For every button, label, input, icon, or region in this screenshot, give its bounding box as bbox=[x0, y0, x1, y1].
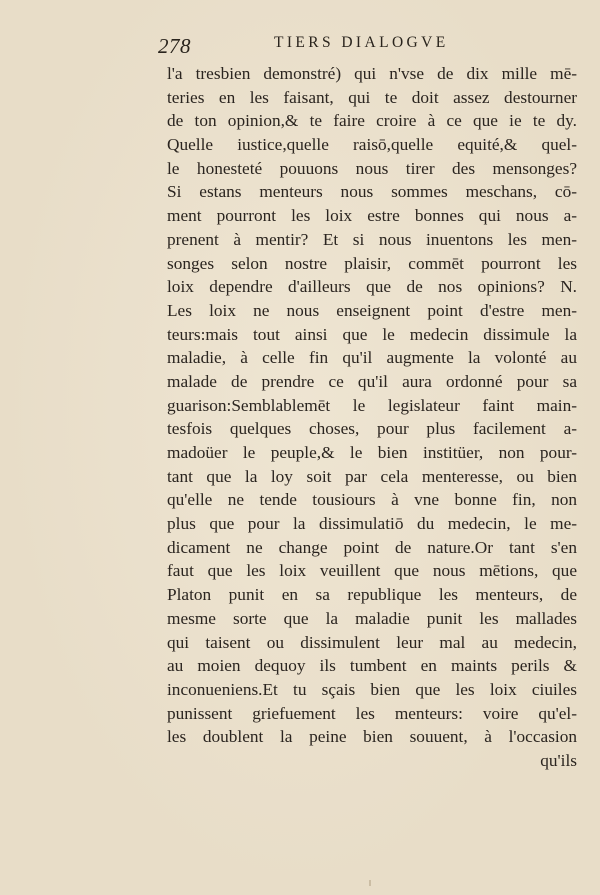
text-line: teries en les faisant, qui te doit assez destourner bbox=[167, 87, 577, 107]
running-head: TIERS DIALOGVE bbox=[274, 34, 449, 51]
text-line: Quelle iustice,quelle raisō,quelle equité,& quel- bbox=[167, 135, 577, 155]
body-text bbox=[167, 62, 577, 773]
text-line: qui taisent ou dissimulent leur mal au medecin, bbox=[167, 632, 577, 652]
text-line: Platon punit en sa republique les menteurs, de bbox=[167, 585, 577, 605]
text-line: songes selon nostre plaisir, commēt pourront les bbox=[167, 253, 577, 273]
text-line: l'a tresbien demonstré) qui n'vse de dix mille mē- bbox=[167, 64, 577, 83]
text-line: guarison:Semblablemēt le legislateur faint main- bbox=[167, 395, 577, 415]
text-line: prenent à mentir? Et si nous inuentons les men- bbox=[167, 229, 577, 249]
text-line: dicament ne change point de nature.Or tant s'en bbox=[167, 537, 577, 557]
text-line: au moien dequoy ils tumbent en maints perils & bbox=[167, 656, 577, 676]
text-line: maladie, à celle fin qu'il augmente la volonté au bbox=[167, 348, 577, 368]
text-line: tesfois quelques choses, pour plus facilement a- bbox=[167, 419, 577, 439]
page-number: 278 bbox=[158, 34, 191, 58]
text-line: loix dependre d'ailleurs que de nos opinions? N. bbox=[167, 277, 577, 297]
page-header bbox=[158, 32, 578, 60]
text-line: les doublent la peine bien souuent, à l'occasion bbox=[167, 727, 577, 747]
text-line: ment pourront les loix estre bonnes qui nous a- bbox=[167, 206, 577, 226]
text-line: Les loix ne nous enseignent point d'estre men- bbox=[167, 300, 577, 320]
text-line: inconueniens.Et tu sçais bien que les loix ciuiles bbox=[167, 679, 577, 699]
text-line: mesme sorte que la maladie punit les mallades bbox=[167, 608, 577, 628]
text-line: madoüer le peuple,& le bien institüer, non pour- bbox=[167, 443, 577, 462]
text-line: qu'elle ne tende tousiours à vne bonne fin, non bbox=[167, 490, 577, 510]
catchword: qu'ils bbox=[540, 750, 577, 770]
text-line: Si estans menteurs nous sommes meschans, cō- bbox=[167, 182, 577, 202]
text-line: malade de prendre ce qu'il aura ordonné pour sa bbox=[167, 371, 577, 391]
text-line: punissent griefuement les menteurs: voire qu'el- bbox=[167, 703, 577, 723]
text-line: de ton opinion,& te faire croire à ce que ie te dy. bbox=[167, 111, 577, 131]
text-line: faut que les loix veuillent que nous mētions, que bbox=[167, 561, 577, 581]
text-line: teurs:mais tout ainsi que le medecin dissimule la bbox=[167, 324, 577, 344]
text-line: le honesteté pouuons nous tirer des mensonges? bbox=[167, 158, 577, 178]
text-line: tant que la loy soit par cela menteresse, ou bien bbox=[167, 466, 577, 486]
paper-mark bbox=[369, 880, 371, 886]
text-line: plus que pour la dissimulatiō du medecin, le me- bbox=[167, 514, 577, 534]
